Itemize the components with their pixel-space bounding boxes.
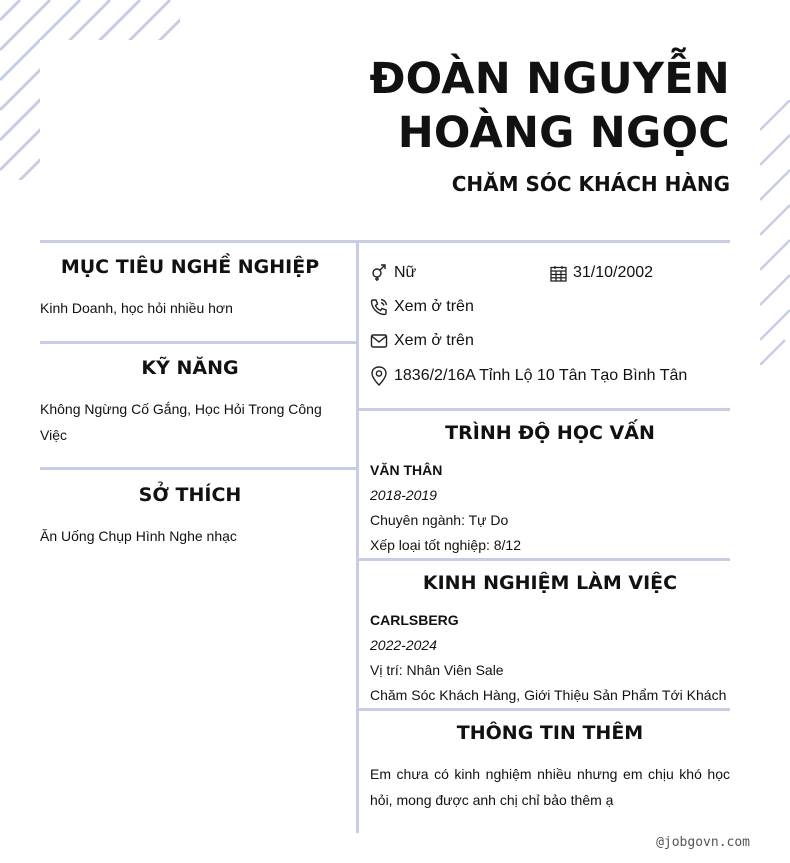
phone-icon <box>370 298 388 316</box>
education-grade: Xếp loại tốt nghiệp: 8/12 <box>370 537 522 553</box>
email-row <box>370 332 474 350</box>
experience-period: 2022-2024 <box>370 637 437 653</box>
location-icon <box>370 366 388 386</box>
hobbies-text: Ăn Uống Chụp Hình Nghe nhạc <box>40 528 237 544</box>
email-icon <box>370 332 388 350</box>
divider-left-2 <box>40 467 356 470</box>
objective-title: MỤC TIÊU NGHỀ NGHIỆP <box>60 256 320 278</box>
education-major: Chuyên ngành: Tự Do <box>370 512 509 528</box>
divider-left-1 <box>40 341 356 344</box>
header <box>369 52 730 196</box>
divider-top <box>40 240 730 243</box>
job-title: CHĂM SÓC KHÁCH HÀNG <box>451 172 730 196</box>
education-period: 2018-2019 <box>370 487 437 503</box>
divider-right-3 <box>359 708 730 711</box>
watermark: @jobgovn.com <box>656 835 750 850</box>
candidate-name-line-2: HOÀNG NGỌC <box>397 108 730 158</box>
phone-value: Xem ở trên <box>394 298 474 315</box>
address-value: 1836/2/16A Tỉnh Lộ 10 Tân Tạo Bình Tân <box>394 367 688 384</box>
candidate-name-line-1: ĐOÀN NGUYỄN <box>369 54 730 104</box>
hobbies-title: SỞ THÍCH <box>138 484 242 506</box>
gender-value: Nữ <box>394 264 417 281</box>
gender-row <box>370 264 416 282</box>
address-row <box>370 366 687 386</box>
decorative-stripes-right <box>760 100 790 365</box>
gender-icon <box>370 264 388 282</box>
experience-description: Chăm Sóc Khách Hàng, Giới Thiệu Sản Phẩm Tới Khách <box>370 687 727 703</box>
additional-text: Em chưa có kinh nghiệm nhiều nhưng em chịu khó học hỏi, mong được anh chị chỉ bảo thêm ạ <box>370 766 730 808</box>
email-value: Xem ở trên <box>394 332 474 349</box>
birthdate-row <box>550 264 653 282</box>
decorative-stripes-top-left <box>0 0 180 180</box>
phone-row <box>370 298 474 316</box>
birthdate-value: 31/10/2002 <box>573 264 654 281</box>
objective-text: Kinh Doanh, học hỏi nhiều hơn <box>40 300 233 316</box>
skills-title: KỸ NĂNG <box>141 357 239 379</box>
education-block <box>370 458 730 558</box>
additional-title: THÔNG TIN THÊM <box>456 722 644 744</box>
skills-text: Không Ngừng Cố Gắng, Học Hỏi Trong Công Việc <box>40 401 322 443</box>
divider-right-1 <box>359 408 730 411</box>
experience-company: CARLSBERG <box>370 612 459 628</box>
divider-vertical <box>356 240 359 833</box>
education-title: TRÌNH ĐỘ HỌC VẤN <box>445 422 655 444</box>
calendar-icon <box>550 265 567 282</box>
experience-title: KINH NGHIỆM LÀM VIỆC <box>422 572 678 594</box>
experience-block <box>370 608 730 708</box>
education-school: VĂN THÂN <box>370 462 443 478</box>
divider-right-2 <box>359 558 730 561</box>
experience-position: Vị trí: Nhân Viên Sale <box>370 662 504 678</box>
